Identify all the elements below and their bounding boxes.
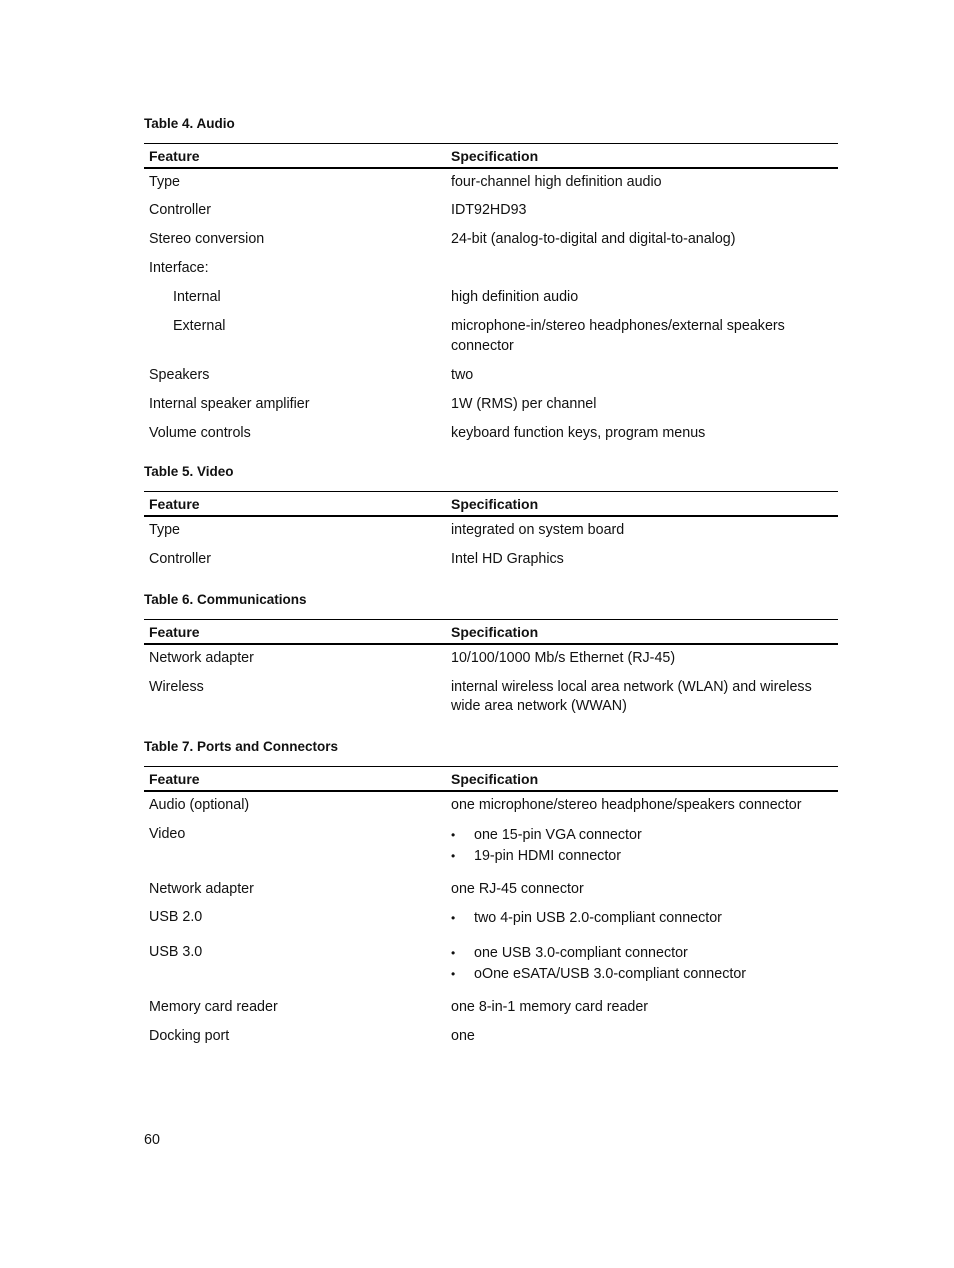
table-row [144,550,838,570]
header-specification: Specification [451,147,539,164]
spec-cell [446,908,838,929]
page-number: 60 [144,1132,160,1148]
header-feature: Feature [149,147,200,164]
spec-cell: high definition audio [451,289,579,305]
table-row [144,649,838,669]
feature-cell: Internal [173,289,221,305]
table-row [144,173,838,193]
table-caption: Table 7. Ports and Connectors [144,739,339,754]
feature-cell: Wireless [149,678,204,695]
header-feature: Feature [149,495,200,512]
header-feature: Feature [149,623,200,640]
bullet-list [451,908,838,929]
table-header [144,766,838,792]
table-row [144,678,838,717]
spec-cell [446,943,838,985]
spec-cell: one 8-in-1 memory card reader [451,999,649,1015]
table-row [144,908,838,929]
feature-cell: Memory card reader [149,999,278,1015]
spec-cell: integrated on system board [451,522,625,538]
feature-cell: Controller [149,202,211,218]
header-specification: Specification [451,495,539,512]
spec-cell [446,259,838,279]
table-row [144,259,838,279]
table-row [144,1027,838,1047]
table-row [144,424,838,444]
table-row [144,796,838,816]
feature-cell: Speakers [149,366,210,383]
table-row [144,201,838,221]
table-row [144,825,838,867]
list-item: • 19-pin HDMI connector [451,846,838,867]
table-row [144,230,838,250]
table-row [144,998,838,1018]
spec-cell: internal wireless local area network (WLAN) and wireless wide area network (WWAN) [451,678,812,714]
table-caption: Table 4. Audio [144,116,235,131]
feature-cell: Network adapter [149,650,254,666]
feature-cell: Audio (optional) [149,797,250,813]
header-specification: Specification [451,770,539,787]
bullet-list [451,943,838,985]
table-row [144,521,838,541]
spec-cell: keyboard function keys, program menus [451,424,706,441]
spec-cell: four-channel high definition audio [451,174,662,190]
table-header [144,619,838,645]
feature-cell: Network adapter [149,880,254,897]
feature-cell: Internal speaker amplifier [149,395,310,412]
spec-cell: one microphone/stereo headphone/speakers connector [451,797,802,813]
feature-cell: USB 3.0 [149,944,203,960]
communications-table [144,590,838,717]
video-table [144,462,838,570]
spec-cell: 1W (RMS) per channel [451,395,597,412]
feature-cell: Docking port [149,1028,230,1044]
spec-cell: one [451,1028,475,1044]
list-item: • oOne eSATA/USB 3.0-compliant connector [451,964,838,985]
feature-cell: Video [149,825,186,842]
spec-cell: two [451,366,474,383]
list-item: • one 15-pin VGA connector [451,825,838,846]
table-row [144,288,838,308]
table-header [144,491,838,517]
ports-connectors-table [144,737,838,1047]
spec-cell: Intel HD Graphics [451,551,564,567]
table-caption: Table 6. Communications [144,592,307,607]
feature-cell: USB 2.0 [149,909,203,925]
feature-cell: Type [149,174,180,190]
feature-cell: Type [149,522,180,538]
list-item: • one USB 3.0-compliant connector [451,943,838,964]
table-header [144,143,838,169]
feature-cell: Stereo conversion [149,231,265,247]
feature-cell: Volume controls [149,424,251,441]
table-row [144,317,838,356]
table-row [144,395,838,415]
spec-cell: one RJ-45 connector [451,880,584,897]
spec-cell [446,825,838,867]
spec-cell: 24-bit (analog-to-digital and digital-to-analog) [451,231,736,247]
feature-cell: Interface: [149,260,209,276]
table-row [144,366,838,386]
bullet-list [451,825,838,867]
audio-table [144,114,838,443]
table-row [144,943,838,985]
table-caption: Table 5. Video [144,464,234,479]
feature-cell: External [173,318,226,334]
list-item: • two 4-pin USB 2.0-compliant connector [451,908,838,929]
spec-cell: microphone-in/stereo headphones/external speakers connector [451,318,785,354]
feature-cell: Controller [149,551,211,567]
table-row [144,880,838,900]
spec-cell: 10/100/1000 Mb/s Ethernet (RJ-45) [451,650,676,666]
spec-cell: IDT92HD93 [451,202,527,218]
header-specification: Specification [451,623,539,640]
header-feature: Feature [149,770,200,787]
